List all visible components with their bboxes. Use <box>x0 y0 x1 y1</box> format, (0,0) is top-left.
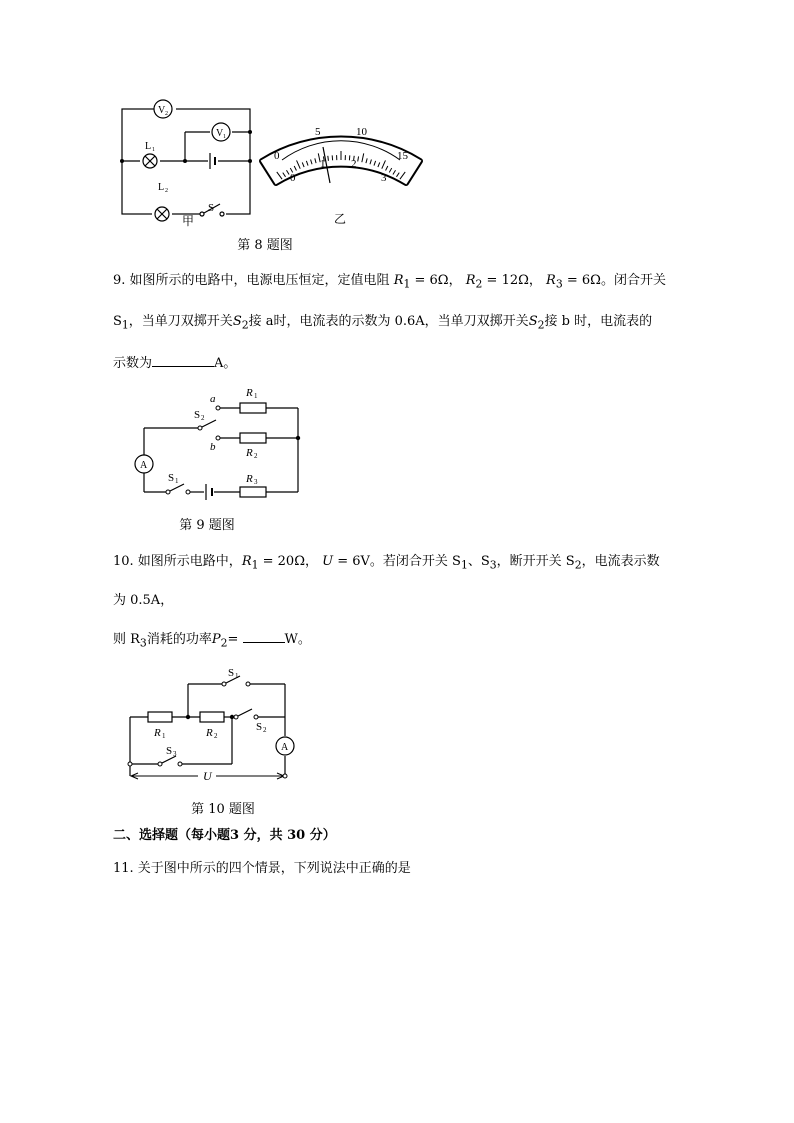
q10-label-s3-sub: 3 <box>173 750 177 758</box>
q10-line2: 为 0.5A， <box>113 593 174 608</box>
q9-s1: S <box>113 314 122 329</box>
inner-tick-3: 3 <box>381 172 387 184</box>
q9-s2-b: S <box>528 314 538 329</box>
q10-s2-sub: 2 <box>574 558 582 572</box>
q9-r2: R <box>465 273 476 288</box>
q10-label-r2-sub: 2 <box>214 732 218 740</box>
q10-ammeter-label: A <box>281 742 289 753</box>
q9-r3: R <box>546 273 556 288</box>
q9-s1-sub: 1 <box>121 318 129 332</box>
q9-label-r3: R <box>246 473 253 485</box>
q9-s2: S <box>232 314 242 329</box>
outer-tick-15: 15 <box>397 150 408 162</box>
q10-line3-pre: 则 R <box>113 632 140 647</box>
q9-line2 <box>113 313 652 335</box>
q11-text: 11. 关于图中所示的四个情景，下列说法中正确的是 <box>113 861 411 876</box>
q9-label-s2: S <box>194 409 201 421</box>
q9-label-b: b <box>210 441 216 453</box>
q9-label-r2: R <box>246 447 253 459</box>
outer-tick-10: 10 <box>356 126 367 138</box>
outer-tick-0: 0 <box>274 150 280 162</box>
q10-label-s1: S <box>228 667 235 679</box>
l2-label: L <box>158 182 165 193</box>
q9-label-r2-sub: 2 <box>254 452 258 460</box>
q10-p-sub: 2 <box>220 636 228 650</box>
figure-9 <box>130 380 330 506</box>
q10-line1-pre: 10. 如图所示电路中， <box>113 554 242 569</box>
meter-yi <box>262 126 420 226</box>
q10-line1-post: 。若闭合开关 S <box>369 554 461 569</box>
s-label: S <box>208 202 215 214</box>
q10-line3-post: W。 <box>284 632 311 647</box>
q10-r1: R <box>241 554 252 569</box>
q10-u-val: = 6V <box>333 554 370 569</box>
q10-s1-sub: 1 <box>460 558 468 572</box>
q10-p-eq: = <box>227 632 243 647</box>
q9-s2-b-sub: 2 <box>537 318 545 332</box>
q9-line1: 9. 如图所示的电路中，电源电压恒定，定值电阻 $R_1 = 6\Omega$， $R_2 = 12\Omega$， $R_3 = 6\Omega$。闭合开关 <box>113 273 666 291</box>
q10-u: U <box>322 554 334 569</box>
q10-line3-sub: 3 <box>139 636 147 650</box>
v1-sub: 1 <box>223 134 226 140</box>
q10-label-u: U <box>203 769 212 783</box>
q9-r3-val: = 6Ω <box>562 273 601 288</box>
q9-label-s2-sub: 2 <box>201 414 205 422</box>
q10-label-s1-sub: 1 <box>235 672 239 680</box>
figure-8 <box>112 95 432 230</box>
q9-label-r1-sub: 1 <box>254 392 258 400</box>
q9-r3-sub: 3 <box>555 277 563 291</box>
battery-icon <box>206 484 212 500</box>
q9-label-s1: S <box>168 472 175 484</box>
yi-label: 乙 <box>334 212 347 226</box>
q10-s3-sub: 3 <box>489 558 497 572</box>
q10-r1-val: = 20Ω， <box>258 554 318 569</box>
q10-r1-sub: 1 <box>251 558 259 572</box>
q9-line3-pre: 示数为 <box>113 356 153 371</box>
figure-9-svg <box>130 380 330 506</box>
resistor-r1-icon <box>148 712 172 722</box>
resistor-r1-icon <box>240 403 266 413</box>
q9-answer-blank[interactable] <box>152 352 214 367</box>
q9-label-r3-sub: 3 <box>254 478 258 486</box>
q10-answer-blank[interactable] <box>243 628 285 643</box>
jia-label: 甲 <box>182 214 195 228</box>
q10-label-s2: S <box>256 721 263 733</box>
q9-ammeter-label: A <box>140 460 148 471</box>
q10-line1 <box>113 553 660 575</box>
q9-line2-c: 接 a时，电流表的示数为 0.6A，当单刀双掷开关 <box>248 314 529 329</box>
v1-label: V <box>216 128 224 139</box>
q10-label-r1-sub: 1 <box>162 732 166 740</box>
lamp-l2-icon <box>155 207 169 221</box>
figure-9-caption: 第 9 题图 <box>179 518 235 533</box>
q9-line2-d: 接 b 时，电流表的 <box>544 314 653 329</box>
q10-sep: 、S <box>467 554 490 569</box>
resistor-r3-icon <box>240 487 266 497</box>
q9-label-r1: R <box>246 387 253 399</box>
figure-8-svg <box>112 95 432 230</box>
inner-tick-0: 0 <box>290 172 296 184</box>
q10-p: P <box>211 632 221 647</box>
q9-label-s1-sub: 1 <box>175 477 179 485</box>
section-2-heading: 二、选择题（每小题3 分，共 30 分） <box>113 828 336 843</box>
lamp-l1-icon <box>143 154 157 168</box>
v2-sub: 2 <box>165 111 168 117</box>
q10-label-s2-sub: 2 <box>263 726 267 734</box>
figure-10-svg <box>118 660 308 790</box>
q9-r1: R <box>393 273 404 288</box>
q10-tail: ，电流表示数 <box>581 554 660 569</box>
figure-10 <box>118 660 308 790</box>
q10-mid: ，断开开关 S <box>496 554 575 569</box>
q9-line3-post: A。 <box>214 356 237 371</box>
figure-8-caption: 第 8 题图 <box>237 238 293 253</box>
outer-tick-5: 5 <box>315 126 321 138</box>
q10-line3-mid: 消耗的功率 <box>146 632 212 647</box>
q10-label-r2: R <box>206 727 213 739</box>
inner-tick-1: 1 <box>320 158 326 170</box>
meter-tick <box>328 156 329 161</box>
q9-line1-post: 。闭合开关 <box>600 273 666 288</box>
q10-label-r1: R <box>154 727 161 739</box>
q9-label-a: a <box>210 393 216 405</box>
q9-r2-sub: 2 <box>475 277 483 291</box>
q9-r1-sub: 1 <box>403 277 411 291</box>
resistor-r2-icon <box>200 712 224 722</box>
q10-label-s3: S <box>166 745 173 757</box>
figure-10-caption: 第 10 题图 <box>191 802 255 817</box>
q9-s2-sub: 2 <box>241 318 249 332</box>
l1-sub: 1 <box>152 147 155 153</box>
q9-r2-val: = 12Ω <box>482 273 529 288</box>
q10-line3 <box>113 628 311 653</box>
resistor-r2-icon <box>240 433 266 443</box>
l2-sub: 2 <box>165 188 168 194</box>
v2-label: V <box>158 105 166 116</box>
q9-line1-pre: 9. 如图所示的电路中，电源电压恒定，定值电阻 <box>113 273 390 288</box>
q9-r1-val: = 6Ω <box>410 273 449 288</box>
q9-line2-b: ，当单刀双掷开关 <box>128 314 233 329</box>
inner-tick-2: 2 <box>351 158 357 170</box>
l1-label: L <box>145 141 152 152</box>
q9-line3 <box>113 352 236 373</box>
